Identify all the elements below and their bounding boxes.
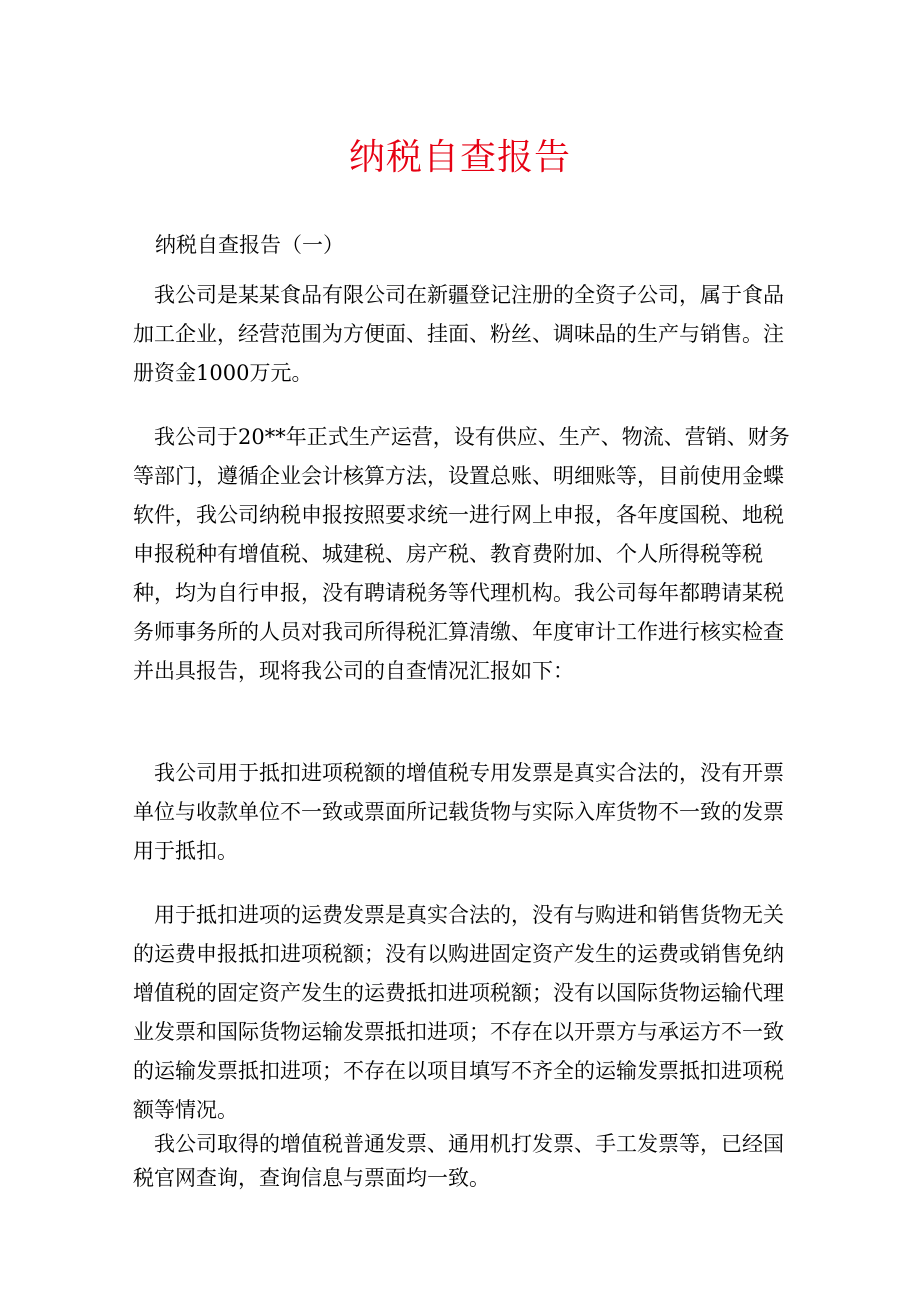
paragraph-3: 我公司用于抵扣进项税额的增值税专用发票是真实合法的，没有开票单位与收款单位不一致或票面所记载货物与实际入库货物不一致的发票用于抵扣。 [133, 761, 784, 863]
section-heading: 纳税自查报告（一） [155, 233, 344, 257]
paragraph-2: 我公司于20**年正式生产运营，设有供应、生产、物流、营销、财务等部门，遵循企业会计核算方法，设置总账、明细账等，目前使用金蝶软件，我公司纳税申报按照要求统一进行网上申报，各年度国税、地税申报税种有增值税、城建税、房产税、教育费附加、个人所得税等税种，均为自行申报，没有聘请税务等代理机构。我公司每年都聘请某税务师事务所的人员对我司所得税汇算清缴、年度审计工作进行核实检查并出具报告，现将我公司的自查情况汇报如下： [133, 425, 790, 683]
paragraph-5: 我公司取得的增值税普通发票、通用机打发票、手工发票等，已经国税官网查询，查询信息与票面均一致。 [133, 1132, 784, 1190]
document-title: 纳税自查报告 [348, 137, 571, 178]
paragraph-4: 用于抵扣进项的运费发票是真实合法的，没有与购进和销售货物无关的运费申报抵扣进项税额；没有以购进固定资产发生的运费或销售免纳增值税的固定资产发生的运费抵扣进项税额；没有以国际货物运输代理业发票和国际货物运输发票抵扣进项；不存在以开票方与承运方不一致的运输发票抵扣进项；不存在以项目填写不齐全的运输发票抵扣进项税额等情况。 [133, 903, 784, 1122]
paragraph-1: 我公司是某某食品有限公司在新疆登记注册的全资子公司，属于食品加工企业，经营范围为方便面、挂面、粉丝、调味品的生产与销售。注册资金1000万元。 [133, 283, 784, 385]
